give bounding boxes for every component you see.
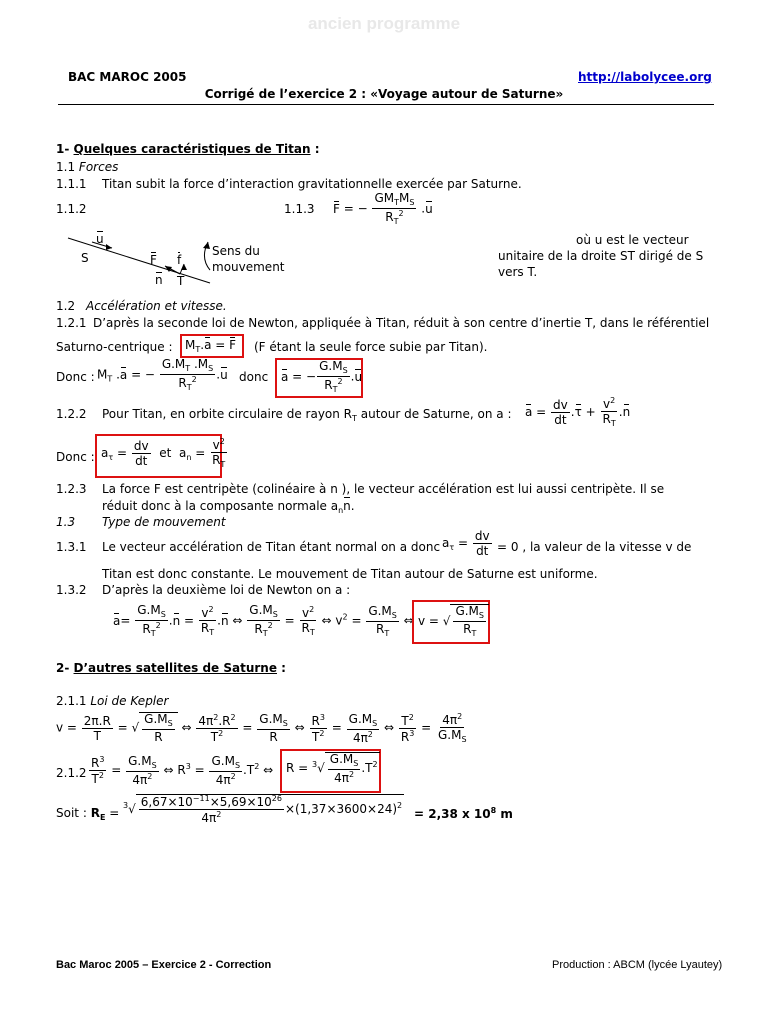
soit: Soit : $R_E$ = (56, 806, 120, 822)
s112: 1.1.2 (56, 202, 87, 216)
s121: 1.2.1 D’après la seconde loi de Newton, appliquée à Titan, réduit à son centre d’inertie T, dans le référentiel (56, 316, 710, 330)
formula-velocity: v = √ $\frac{G.M_S}{R_T}$ (418, 604, 489, 638)
donc3: Donc : (56, 450, 95, 464)
formula-kepler: v = $\frac{2\pi.R}{T}$ = √ $\frac{G.M_S}{R}$ ⇔ $\frac{4\pi^2.R^2}{T^2}$ = $\frac{G.M_S}{R}$ ⇔ $\frac{R^3}{T^2}$ = $\frac{G.M_S}{4\pi^2}$ ⇔ $\frac{T^2}{R^3}$ = $\frac{4\pi^2}{G.M_S}$ (56, 711, 467, 745)
ou-note: où u est le vecteur unitaire de la droite ST dirigé de S vers T. (498, 233, 704, 279)
formula-accel: a = − $\frac{G.M_S}{R_T^2}$ .u (281, 359, 363, 394)
donc2: donc (239, 370, 269, 384)
s111: 1.1.1 Titan subit la force d’interaction gravitationnelle exercée par Saturne. (56, 177, 522, 191)
s113: 1.1.3 (284, 202, 315, 216)
footer-right: Production : ABCM (lycée Lyautey) (552, 959, 723, 971)
s11: 1.1 Forces (56, 160, 119, 174)
formula-components: $a_\tau$ = $\frac{dv}{dt}$ et $a_n$ = $\frac{v^2}{R_T}$ (101, 437, 226, 469)
diagram-T: T (177, 274, 185, 288)
section2-title: 2- D’autres satellites de Saturne : (56, 661, 286, 675)
s12: 1.2 Accélération et vitesse. (56, 299, 227, 313)
footer-left: Bac Maroc 2005 – Exercice 2 - Correction (56, 959, 272, 971)
diagram-S: S (81, 251, 89, 265)
formula-radius: R = $^3$√ $\frac{G.M_S}{4\pi^2}$ $.T^2$ (286, 752, 378, 785)
diagram-n: n (155, 273, 163, 287)
s211: 2.1.1 Loi de Kepler (56, 694, 169, 708)
s123: 1.2.3 La force F est centripète (colinéaire à n ), le vecteur accélération est lui aussi centripète. Il se réduit donc à la composante normale $a_nn$. (56, 482, 665, 515)
formula-numeric: $^3$√ $\frac{6,67\times 10^{-11}\times 5,69\times 10^{26}}{4\pi^2}$ $\times(1,37\times 3600\times 24)^2$ (123, 794, 403, 825)
header-title: BAC MAROC 2005 (68, 70, 187, 84)
s212: 2.1.2 (56, 766, 87, 780)
diagram-u: u (96, 232, 104, 246)
donc1: Donc : (56, 370, 95, 384)
formula-newton: $M_T.a = F$ (185, 338, 237, 354)
s131-tail: = 0 , la valeur de la vitesse v de (497, 540, 692, 554)
formula-frenet: a = $\frac{dv}{dt}$ .τ + $\frac{v^2}{R_T}$ .n (525, 396, 631, 428)
s122: 1.2.2 Pour Titan, en orbite circulaire de rayon $R_T$ autour de Saturne, on a : (56, 407, 512, 423)
s131: 1.3.1 Le vecteur accélération de Titan étant normal on a donc (56, 540, 441, 554)
formula-r3: $\frac{R^3}{T^2}$ = $\frac{G.M_S}{4\pi^2}$ ⇔ $R^3$ = $\frac{G.M_S}{4\pi^2}$ $.T^2$ ⇔ (91, 754, 274, 787)
s132: 1.3.2 D’après la deuxième loi de Newton on a : (56, 583, 351, 597)
section1-title: 1- Quelques caractéristiques de Titan : (56, 142, 320, 156)
formula-force: F = − $\frac{GM_TM_S}{R_T^2}$ .u (333, 191, 433, 226)
header-link[interactable]: http://labolycee.org (578, 70, 712, 84)
diagram-F: F (150, 253, 157, 267)
saturno-note: (F étant la seule force subie par Titan). (254, 340, 488, 354)
diagram-sens: Sens du mouvement (212, 244, 285, 274)
result: = 2,38 x $10^8$ m (414, 806, 513, 821)
watermark: ancien programme (307, 14, 461, 33)
formula-atau: $a_\tau$ = $\frac{dv}{dt}$ (442, 529, 490, 558)
s131-l2: Titan est donc constante. Le mouvement de Titan autour de Saturne est uniforme. (102, 567, 598, 581)
diagram-f: f (177, 253, 182, 267)
formula-velocity-chain: a= $\frac{G.M_S}{R_T^2}$ .n = $\frac{v^2}{R_T}$ .n ⇔ $\frac{G.M_S}{R_T^2}$ = $\frac{v^2}{R_T}$ ⇔ $v^2$ = $\frac{G.M_S}{R_T}$ ⇔ (113, 603, 414, 638)
header-subtitle: Corrigé de l’exercice 2 : «Voyage autour de Saturne» (204, 87, 564, 101)
header-rule (58, 104, 714, 105)
formula-donc1: $M_T$ .a = − $\frac{G.M_T .M_S}{R_T^2}$ .u (97, 357, 228, 392)
saturno: Saturno-centrique : (56, 340, 173, 354)
s13: 1.3 Type de mouvement (56, 515, 226, 529)
